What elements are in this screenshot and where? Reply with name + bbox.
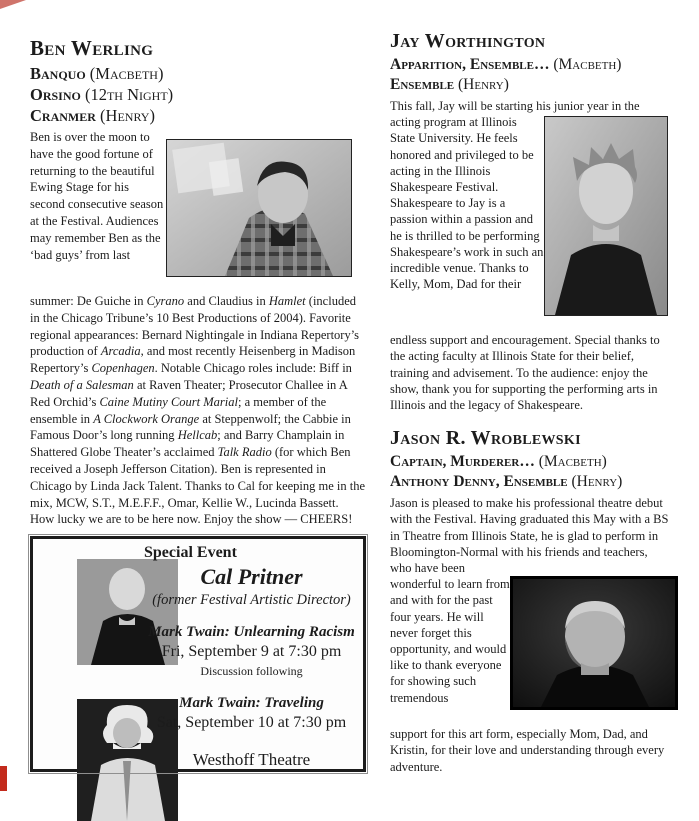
scan-artifact-top-left — [0, 0, 26, 9]
role-line — [390, 55, 672, 75]
role-name: Captain, Murderer… — [390, 453, 535, 471]
actor-name-jason: Jason R. Wroblewski — [390, 427, 581, 450]
event-datetime: Fri, September 9 at 7:30 pm — [161, 643, 342, 661]
event-datetime: Sat, September 10 at 7:30 pm — [156, 714, 347, 732]
role-list-ben — [30, 63, 366, 126]
special-event-speaker-note: (former Festival Artistic Director) — [152, 592, 351, 609]
right-column — [390, 30, 672, 775]
role-line — [30, 63, 366, 84]
bio-text-jay-outro: endless support and encouragement. Special thanks to the acting faculty at Illinois State for their belief, training and advisement. To the audience: enjoy the show, thank you for supporting the performing arts in Illinois and the legacy of Shakespeare. — [390, 333, 660, 413]
play-name: (12th Night) — [84, 85, 174, 104]
actor-name-ben: Ben Werling — [30, 36, 154, 60]
bio-text-ben-wide: summer: De Guiche in Cyrano and Claudius in Hamlet (included in the Chicago Tribune’s 10 Best Productions of 2004). Favorite regional appearances: Bernard Nightingale in Indiana Repertory’s production of Arcadia, and most recently Heisenberg in Madison Repertory’s Copenhagen. Notable Chicago roles include: Biff in Death of a Salesman at Raven Theater; Prosecutor Challee in A Red Orchid’s Caine Mutiny Court Marial; a member of the ensemble in A Clockwork Orange at Steppenwolf; the Cabbie in Famous Door’s long running Hellcab; and Barry Champlain in Shattered Globe Theater’s acclaimed Talk Radio (for which Ben received a Joseph Jefferson Citation). Ben is represented in Chicago by Linda Jack Talent. Thanks to Cal for keeping me in the mix, MCW, S.T., M.E.F.F., Omar, Kellie W., Lucinda Bassett. How lucky we are to be here now. Enjoy the show — CHEERS! — [30, 294, 366, 527]
actor-name-jay: Jay Worthington — [390, 30, 546, 52]
play-name: (Henry) — [571, 473, 623, 491]
event-title: Mark Twain: Unlearning Racism — [148, 624, 355, 641]
role-list-jay — [390, 55, 672, 95]
jason-wroblewski-photo — [510, 576, 678, 710]
bio-row-ben — [30, 129, 366, 293]
role-line — [390, 472, 672, 492]
play-name: (Henry) — [458, 76, 509, 93]
left-column — [30, 36, 366, 772]
role-name: Orsino — [30, 85, 81, 104]
cal-pritner-photo — [77, 559, 98, 665]
role-name: Ensemble — [390, 76, 455, 93]
special-event-box — [30, 536, 366, 772]
bio-text-ben-narrow: Ben is over the moon to have the good fortune of returning to the beautiful Ewing Stage for his second consecutive season at the Festival. Audiences may remember Ben as the ‘bad guys’ from last — [30, 130, 164, 262]
bio-row-jay — [390, 114, 672, 332]
play-name: (Macbeth) — [553, 56, 622, 73]
special-event-kicker: Special Event — [144, 544, 237, 562]
role-name: Anthony Denny, Ensemble — [390, 473, 568, 491]
bio-text-jay-narrow: acting program at Illinois State University. He feels honored and privileged to be acting in the Illinois Shakespeare Festival. Shakespeare to Jay is a passion within a passion and he is thrilled to be performing Shakespeare’s work in such an incredible venue. Thanks to Kelly, Mom, Dad for their — [390, 115, 544, 292]
bio-jay-worthington — [390, 30, 672, 413]
ben-werling-photo — [166, 139, 352, 277]
role-line — [30, 84, 366, 105]
bio-ben-werling — [30, 36, 366, 528]
special-event-photos — [37, 543, 138, 765]
play-name: (Henry) — [100, 106, 155, 125]
event-title: Mark Twain: Traveling — [179, 695, 324, 712]
special-event-text — [144, 543, 359, 770]
bio-text-jason-intro: Jason is pleased to make his professional theatre debut with the Festival. Having graduated this May with a BS in Theatre from Illinois State, he is glad to perform in Bloomington-Normal with his friends and teachers, who have been — [390, 496, 669, 576]
role-line — [30, 105, 366, 126]
event-venue: Westhoff Theatre — [192, 750, 311, 770]
bio-text-jason-outro: support for this art form, especially Mom, Dad, and Kristin, for their love and understanding through every adventure. — [390, 727, 665, 774]
play-name: (Macbeth) — [538, 453, 607, 471]
bio-row-jason — [390, 576, 672, 726]
play-name: (Macbeth) — [89, 64, 164, 83]
role-line — [390, 452, 672, 472]
role-name: Apparition, Ensemble… — [390, 56, 550, 73]
jay-worthington-photo — [544, 116, 668, 316]
scan-artifact-left-edge — [0, 766, 7, 791]
role-name: Cranmer — [30, 106, 96, 125]
role-name: Banquo — [30, 64, 86, 83]
mark-twain-photo — [77, 699, 98, 821]
bio-jason-wroblewski — [390, 427, 672, 775]
special-event-speaker: Cal Pritner — [200, 564, 303, 590]
bio-text-jason-narrow: wonderful to learn from and with for the past four years. He will never forget this opportunity, and would like to thank everyone for showing such tremendous — [390, 577, 510, 705]
role-list-jason — [390, 452, 672, 492]
role-line — [390, 75, 672, 95]
bio-text-jay-intro: This fall, Jay will be starting his junior year in the — [390, 99, 640, 113]
event-note: Discussion following — [200, 664, 303, 679]
